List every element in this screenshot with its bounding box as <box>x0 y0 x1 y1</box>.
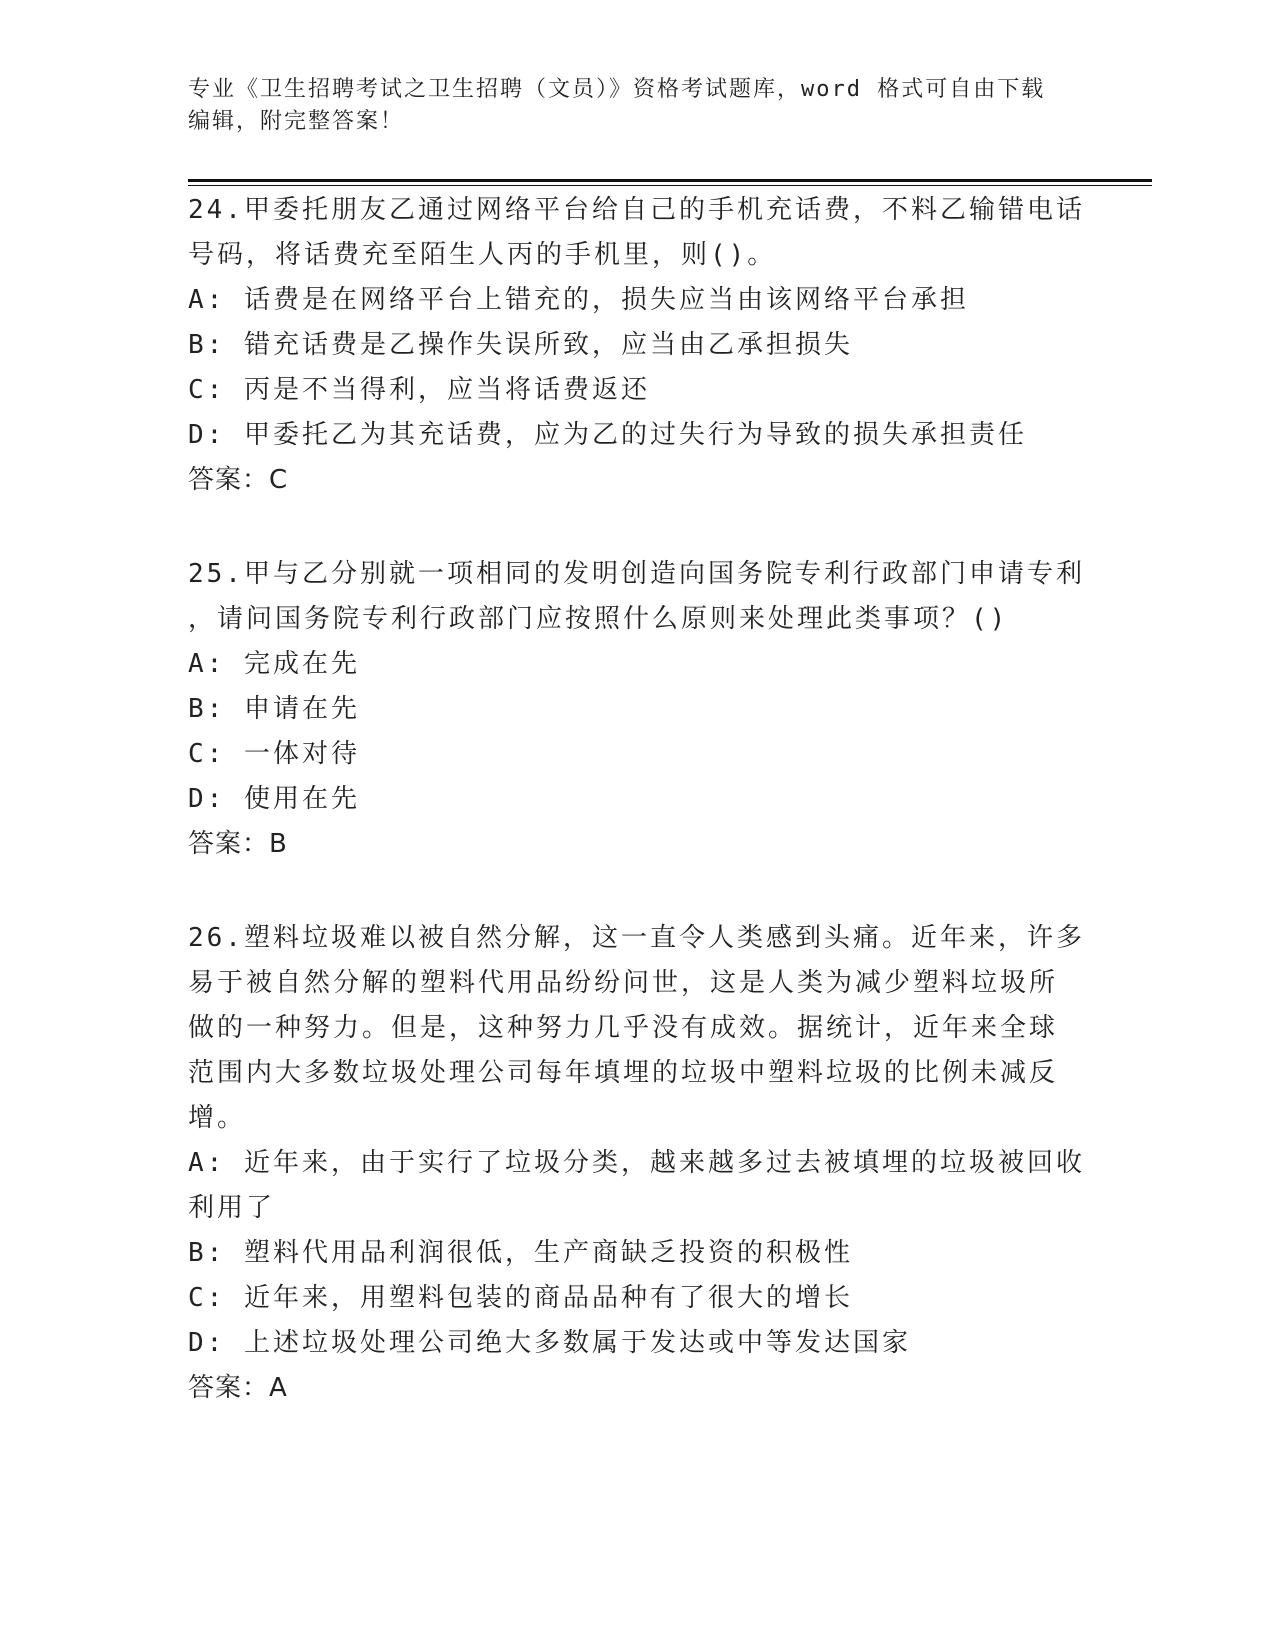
option-d: D: 甲委托乙为其充话费，应为乙的过失行为导致的损失承担责任 <box>188 420 1027 450</box>
question-text-line: 26.塑料垃圾难以被自然分解，这一直令人类感到头痛。近年来，许多 <box>188 923 1085 953</box>
question-text-line: 25.甲与乙分别就一项相同的发明创造向国务院专利行政部门申请专利 <box>188 559 1085 589</box>
document-header <box>188 74 1088 138</box>
question-text-line: 24.甲委托朋友乙通过网络平台给自己的手机充话费，不料乙输错电话 <box>188 195 1085 225</box>
option-b: B: 申请在先 <box>188 694 360 724</box>
header-divider-thin <box>188 185 1152 186</box>
option-c: C: 近年来，用塑料包装的商品品种有了很大的增长 <box>188 1283 853 1313</box>
question-text-line: 做的一种努力。但是，这种努力几乎没有成效。据统计，近年来全球 <box>188 1013 1059 1043</box>
answer: 答案：B <box>188 829 288 859</box>
header-line-1: 专业《卫生招聘考试之卫生招聘（文员）》资格考试题库，word 格式可自由下载 <box>188 77 1046 102</box>
header-divider-thick <box>188 179 1152 182</box>
option-a: A: 话费是在网络平台上错充的，损失应当由该网络平台承担 <box>188 285 969 315</box>
answer: 答案：C <box>188 465 289 495</box>
question-text-line: ，请问国务院专利行政部门应按照什么原则来处理此类事项？() <box>188 604 1009 634</box>
header-line-2: 编辑，附完整答案！ <box>188 109 405 134</box>
option-c: C: 丙是不当得利，应当将话费返还 <box>188 375 650 405</box>
option-b: B: 塑料代用品利润很低，生产商缺乏投资的积极性 <box>188 1238 853 1268</box>
option-a-continued: 利用了 <box>188 1193 276 1223</box>
question-text-line: 号码，将话费充至陌生人丙的手机里，则()。 <box>188 240 777 270</box>
option-d: D: 使用在先 <box>188 784 360 814</box>
question-text-line: 易于被自然分解的塑料代用品纷纷问世，这是人类为减少塑料垃圾所 <box>188 968 1059 998</box>
option-c: C: 一体对待 <box>188 739 360 769</box>
answer: 答案：A <box>188 1373 288 1403</box>
option-b: B: 错充话费是乙操作失误所致，应当由乙承担损失 <box>188 330 853 360</box>
question-24 <box>188 188 1088 503</box>
question-text-line: 范围内大多数垃圾处理公司每年填埋的垃圾中塑料垃圾的比例未减反 <box>188 1058 1059 1088</box>
question-25 <box>188 552 1088 867</box>
question-26 <box>188 916 1088 1411</box>
option-a: A: 完成在先 <box>188 649 360 679</box>
option-a: A: 近年来，由于实行了垃圾分类，越来越多过去被填埋的垃圾被回收 <box>188 1148 1085 1178</box>
question-text-line: 增。 <box>188 1103 247 1133</box>
option-d: D: 上述垃圾处理公司绝大多数属于发达或中等发达国家 <box>188 1328 911 1358</box>
